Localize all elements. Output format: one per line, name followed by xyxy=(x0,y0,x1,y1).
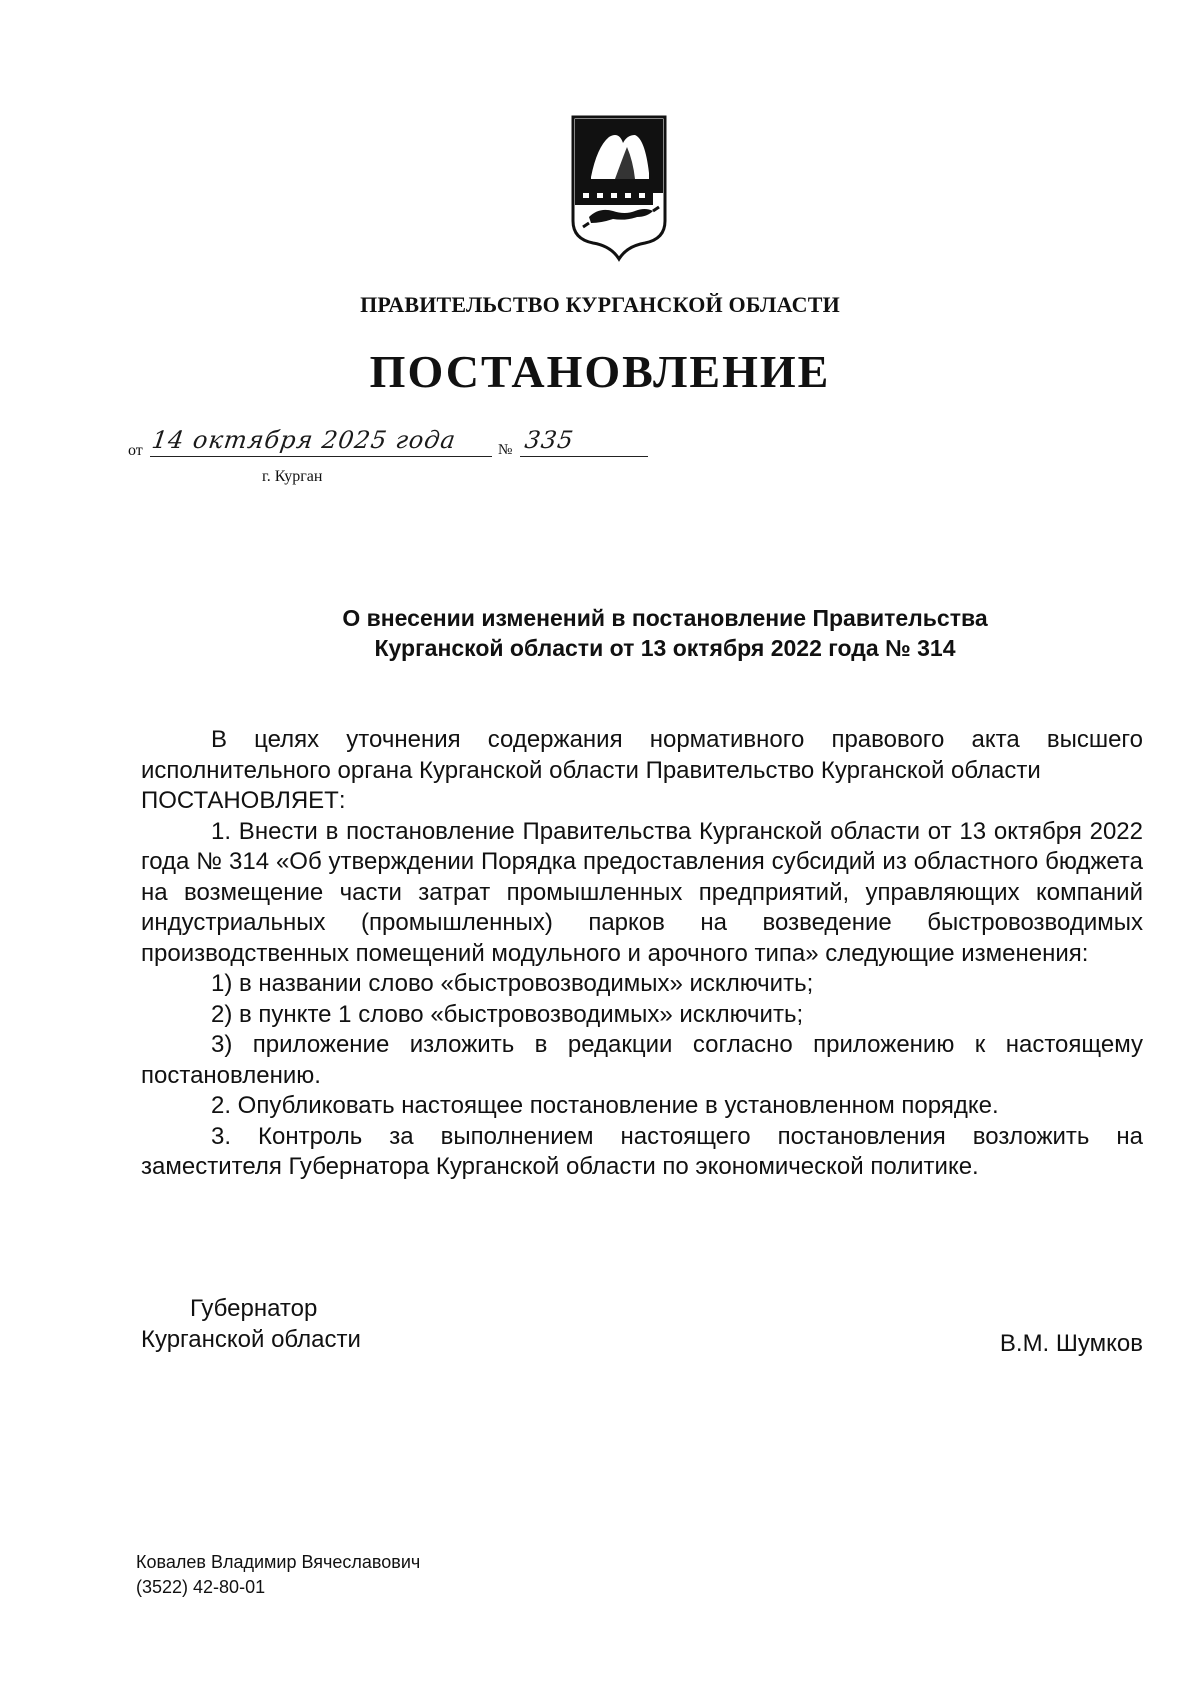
coat-of-arms-icon xyxy=(569,113,669,263)
body-paragraph: 1) в названии слово «быстровозводимых» исключить; xyxy=(211,970,814,997)
executor-name: Ковалев Владимир Вячеславович xyxy=(136,1552,421,1572)
city: г. Курган xyxy=(262,468,323,485)
document-subject xyxy=(130,603,1200,663)
body-paragraph: 3) приложение изложить в редакции согласно приложению к настоящему постановлению. xyxy=(141,1031,1143,1089)
signer-position: Губернатор xyxy=(190,1295,318,1322)
date-prefix: от xyxy=(128,442,143,459)
body-paragraph: В целях уточнения содержания нормативного правового акта высшего исполнительного органа Курганской области Правительство Курганской области xyxy=(141,726,1143,784)
date-underline xyxy=(150,456,492,457)
signature-block xyxy=(141,1293,361,1355)
signer-name: В.М. Шумков xyxy=(999,1330,1143,1357)
body-paragraph: 3. Контроль за выполнением настоящего постановления возложить на заместителя Губернатора Курганской области по экономической политике. xyxy=(141,1122,1143,1180)
body-paragraph: ПОСТАНОВЛЯЕТ: xyxy=(141,787,346,814)
executor-block xyxy=(136,1550,420,1600)
body-paragraph: 2. Опубликовать настоящее постановление в установленном порядке. xyxy=(211,1092,999,1119)
signer-region: Курганской области xyxy=(141,1326,361,1353)
document-type: ПОСТАНОВЛЕНИЕ xyxy=(369,346,831,397)
requisites-line xyxy=(128,426,648,472)
number-underline xyxy=(520,456,648,457)
handwritten-number: 335 xyxy=(523,426,576,454)
subject-line-1: О внесении изменений в постановление Правительства xyxy=(342,605,988,631)
number-sign: № xyxy=(498,442,513,458)
document-body xyxy=(141,725,1143,1183)
handwritten-date: 14 октября 2025 года xyxy=(150,426,458,454)
subject-line-2: Курганской области от 13 октября 2022 года № 314 xyxy=(374,635,956,661)
body-paragraph: 1. Внести в постановление Правительства Курганской области от 13 октября 2022 года № 314 «Об утверждении Порядка предоставления субсидий из областного бюджета на возмещение части затрат промышленных предприятий, управляющих компаний индустриальных (промышленных) парков на возведение быстровозводимых производственных помещений модульного и арочного типа» следующие изменения: xyxy=(141,817,1143,967)
executor-phone: (3522) 42-80-01 xyxy=(136,1577,266,1597)
body-paragraph: 2) в пункте 1 слово «быстровозводимых» исключить; xyxy=(211,1000,804,1028)
organization-title: ПРАВИТЕЛЬСТВО КУРГАНСКОЙ ОБЛАСТИ xyxy=(360,292,840,317)
